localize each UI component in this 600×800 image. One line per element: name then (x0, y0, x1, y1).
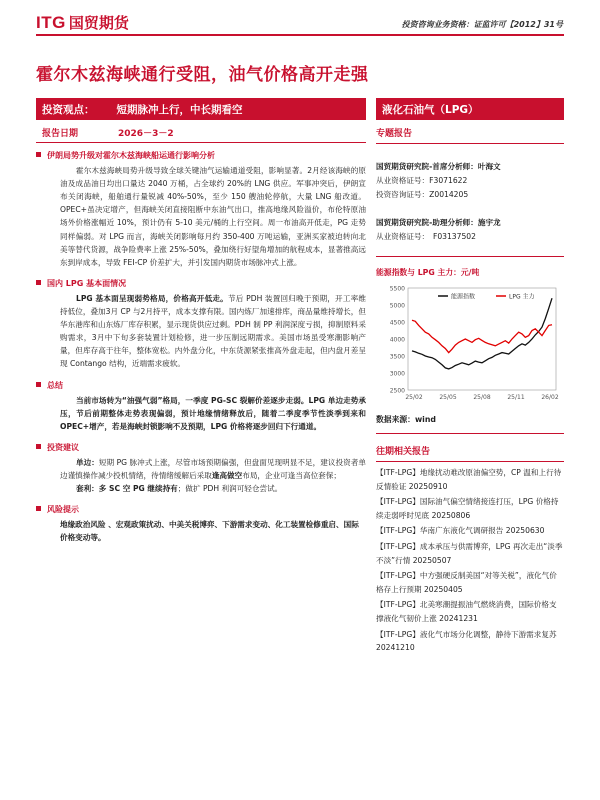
bullet-icon (36, 382, 41, 387)
logo-cn: 国贸期货 (68, 14, 129, 32)
section-body: 当前市场转为“油强气弱”格局，一季度 PG-SC 裂解价差逐步走弱。LPG 单边走势承压，节后前期整体走势表现偏弱，预计地缘情绪释放后，随着二季度季节性淡季到来和 OPEC+增产，若是海峡封锁影响不及预期，LPG 价格将逐步回归下行通道。 (60, 395, 366, 431)
bullet-icon (36, 280, 41, 285)
related-report-link[interactable]: 【ITF-LPG】国际油气偏空情绪接连打压，LPG 价格持续走弱呼时见底 20250806 (376, 497, 559, 520)
product-label: 液化石油气（LPG） (382, 103, 479, 116)
date-divider (36, 142, 366, 143)
section-heading: 伊朗局势升级对霍尔木兹海峡船运通行影响分析 (36, 149, 366, 162)
viewpoint-headline: 短期脉冲上行，中长期看空 (116, 103, 243, 116)
report-date-value: 2026－3－2 (118, 129, 174, 139)
bullet-icon (36, 152, 41, 157)
advice-single: 单边：短期 PG 脉冲式上涨，尽管市场预期偏强，但盘面见现明显不足，建议投资者单边谨慎操作减少投机情绪，待情绪缓解后采取逢高做空布局，企业可逢当高位套保； (60, 457, 366, 481)
divider (376, 433, 564, 434)
legend-label: LPG 主力 (509, 293, 535, 301)
risk-body: 地缘政治风险 、宏观政策扰动、中美关税博弈、下游需求变动、化工装置检修重启、国际价格变动等。 (60, 520, 359, 543)
chart-title: 能源指数与 LPG 主力：元/吨 (376, 268, 480, 277)
team-heading: 专题报告 (376, 129, 413, 139)
section-body: LPG 基本面呈现弱势格局，价格高开低走。节后 PDH 装置回归晚于预期，开工率维持低位，叠加3月 CP 与2月持平，成本支撑有限。国内炼厂加速排库，商品量维持增长，但华东港库和山东炼厂库存积累，显示现货供应过剩。PDH 制 PP 利润深度亏损，抑制原料采购需求，3月中下旬多套装置计划检修，进一步压制远期需求。美国市场虽受寒潮影响产量，但库存高于往年，整体宽松。内外盘分化，中东货源紧张推高外盘走起，但内盘月差呈现 Contango 结构，近端需求疲软。 (60, 293, 366, 369)
side-column (376, 126, 564, 657)
related-heading: 往期相关报告 (376, 447, 431, 457)
x-tick-label: 26/02 (541, 394, 559, 401)
data-source: 数据来源：wind (376, 415, 436, 424)
related-report-link[interactable]: 【ITF-LPG】地缘扰动难改原油偏空势，CP 温和上行待反情验证 20250910 (376, 468, 562, 491)
header-divider (36, 34, 564, 36)
report-title: 霍尔木兹海峡通行受阻，油气价格高开走强 (36, 65, 369, 85)
x-tick-label: 25/02 (405, 394, 423, 401)
y-tick-label: 2500 (389, 387, 405, 395)
series-line-energy-index (412, 298, 552, 369)
license-text: 投资咨询业务资格：证监许可【2012】31号 (401, 20, 563, 29)
analyst-assistant: 国贸期货研究院-助理分析师：施宇龙 从业资格证号： F03137502 (376, 218, 501, 241)
related-report-link[interactable]: 【ITF-LPG】北美寒潮提振油气燃烧消费，国际价格支撑液化气韧价上涨 20241231 (376, 600, 557, 623)
price-chart (376, 282, 564, 410)
viewpoint-bar (36, 98, 366, 120)
logo-text: ITG (36, 12, 66, 32)
related-report-link[interactable]: 【ITF-LPG】中方强硬反制美国“对等关税”，液化气价格存上行预期 20250405 (376, 571, 557, 594)
main-column (36, 146, 366, 545)
product-bar (376, 98, 564, 120)
x-tick-label: 25/08 (473, 394, 491, 401)
series-line-lpg-main (412, 320, 552, 352)
section-body: 霍尔木兹海峡局势升级导致全球关键油气运输通道受阻，影响显著。2月经该海峡的原油及成品油日均出口量达 2040 万桶，占全球约 20%的 LNG 供应。军事冲突后，伊朗宣布关闭海峡，船舶通行量锐减 40%-50%，至少 150 艘油轮停航，大量 LNG 船改道。OPEC+虽决定增产，但海峡关闭直接阻断中东油气出口，推高地缘风险溢价，布伦特原油场外价格涨幅近 10%，预计仍有 5-10 美元/桶的上行空间。周一布油高开低走，PG 走势同样偏弱。对 LPG 而言，海峡关闭影响每月约 350-400 万吨运输，亚洲买家被迫转向北美等替代货源，战争险费率上涨 25%-50%，叠加绕行好望角增加的航程成本，显著推高远东到岸成本，导致 FEI-CP 价差扩大，并引发国内期货市场脉冲式上涨。 (60, 166, 366, 267)
divider (376, 256, 564, 257)
y-tick-label: 5000 (389, 302, 405, 310)
report-date-label: 报告日期 (42, 129, 79, 139)
legend-label: 能源指数 (451, 293, 476, 301)
y-tick-label: 3000 (389, 370, 405, 378)
section-heading: 总结 (36, 379, 366, 392)
related-report-link[interactable]: 【ITF-LPG】华南广东液化气调研报告 20250630 (376, 526, 545, 536)
divider (376, 143, 564, 144)
section-heading: 国内 LPG 基本面情况 (36, 277, 366, 290)
x-tick-label: 25/11 (507, 394, 525, 401)
analyst-chief: 国贸期货研究院-首席分析师：叶海文 从业资格证号：F3071622 投资咨询证号：Z0014205 (376, 162, 501, 199)
company-logo (36, 12, 129, 33)
section-heading: 投资建议 (36, 441, 366, 454)
related-report-link[interactable]: 【ITF-LPG】成本承压与供需博弈，LPG 再次走出“淡季不淡”行情 20250507 (376, 541, 563, 565)
report-date (42, 126, 174, 139)
section-heading: 风险提示 (36, 503, 366, 516)
page-header (0, 0, 600, 40)
y-tick-label: 4000 (389, 336, 405, 344)
chart-frame (408, 288, 556, 390)
chart-container (376, 282, 564, 412)
related-report-link[interactable]: 【ITF-LPG】液化气市场分化调整，静待下游需求复苏 20241210 (376, 629, 557, 653)
divider (376, 461, 564, 462)
related-reports (376, 466, 564, 655)
bullet-icon (36, 444, 41, 449)
x-tick-label: 25/05 (439, 394, 457, 401)
y-tick-label: 5500 (389, 285, 405, 293)
advice-arbitrage: 套利：多 SC 空 PG 继续持有；做扩 PDH 利润可轻仓尝试。 (76, 484, 283, 494)
viewpoint-label: 投资观点： (42, 103, 95, 116)
y-tick-label: 3500 (389, 353, 405, 361)
bullet-icon (36, 506, 41, 511)
y-tick-label: 4500 (389, 319, 405, 327)
